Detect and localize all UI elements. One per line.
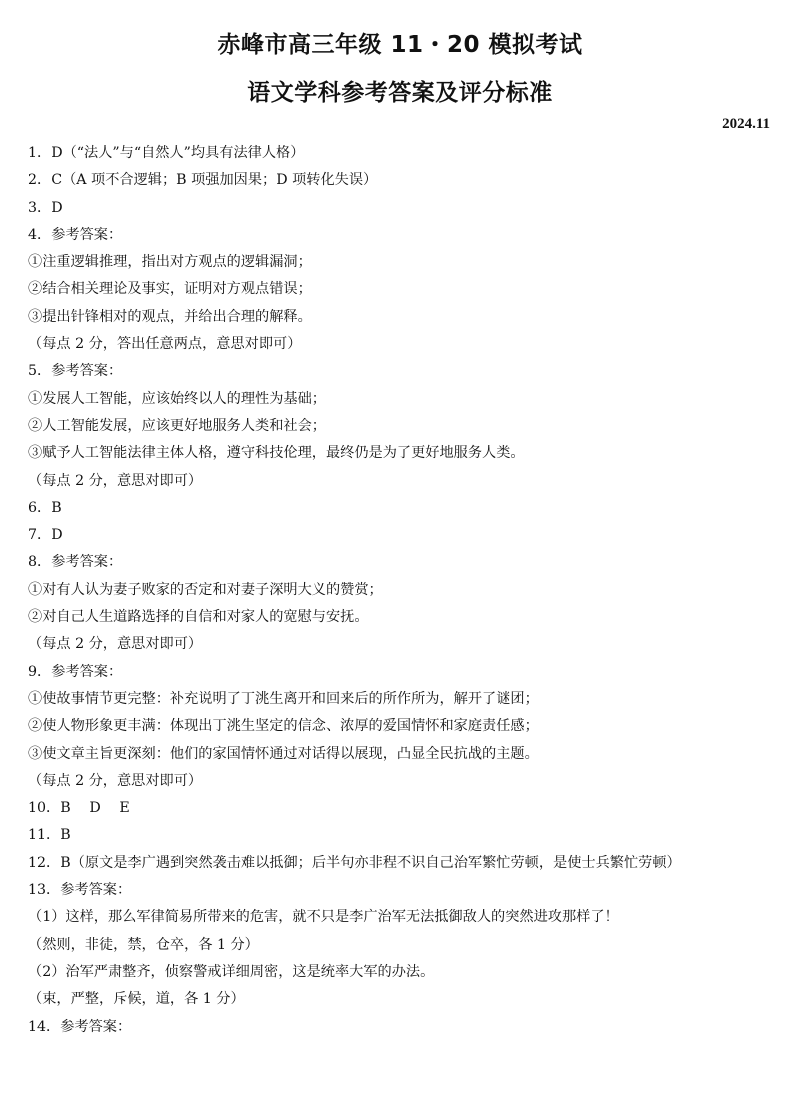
answer-line: ①发展人工智能，应该始终以人的理性为基础； — [28, 390, 326, 407]
document-subtitle: 语文学科参考答案及评分标准 — [247, 80, 553, 106]
answer-line: （1）这样，那么军律简易所带来的危害，就不只是李广治军无法抵御敌人的突然进攻那样了！ — [28, 909, 619, 926]
answer-line: （然则，非徒，禁，仓卒，各 1 分） — [28, 936, 259, 953]
answer-line: 13．参考答案： — [28, 882, 132, 899]
answer-line: ②人工智能发展，应该更好地服务人类和社会； — [28, 417, 326, 434]
answer-line: 9．参考答案： — [28, 663, 123, 680]
answer-line: 11．B — [28, 827, 71, 844]
answer-line: ③提出针锋相对的观点，并给出合理的解释。 — [28, 308, 312, 325]
answer-line: 1．D（“法人”与“自然人”均具有法律人格） — [28, 145, 305, 161]
answer-list — [28, 140, 788, 1041]
answer-line: 6．B — [28, 499, 62, 516]
answer-line: ①使故事情节更完整：补充说明了丁洮生离开和回来后的所作所为，解开了谜团； — [28, 690, 539, 707]
document-title: 赤峰市高三年级 11・20 模拟考试 — [217, 32, 583, 58]
answer-line: ③使文章主旨更深刻：他们的家国情怀通过对话得以展现，凸显全民抗战的主题。 — [28, 745, 539, 762]
answer-line: （每点 2 分，答出任意两点，意思对即可） — [28, 336, 302, 353]
answer-line: （每点 2 分，意思对即可） — [28, 772, 203, 789]
answer-line: 14．参考答案： — [28, 1018, 132, 1035]
answer-line: 7．D — [28, 527, 63, 544]
answer-line: 5．参考答案： — [28, 363, 123, 380]
answer-line: 12．B（原文是李广遇到突然袭击难以抵御；后半句亦非程不识自己治军繁忙劳顿，是使士兵繁忙劳顿） — [28, 854, 681, 871]
answer-line: （束，严整，斥候，道，各 1 分） — [28, 991, 245, 1008]
answer-line: ②结合相关理论及事实，证明对方观点错误； — [28, 281, 312, 298]
answer-line: ③赋予人工智能法律主体人格，遵守科技伦理，最终仍是为了更好地服务人类。 — [28, 445, 525, 462]
answer-line: （2）治军严肃整齐，侦察警戒详细周密，这是统率大军的办法。 — [28, 963, 435, 980]
answer-line: ①对有人认为妻子败家的否定和对妻子深明大义的赞赏； — [28, 581, 383, 598]
answer-line: 2．C（A 项不合逻辑；B 项强加因果；D 项转化失误） — [28, 172, 378, 189]
answer-line: ①注重逻辑推理，指出对方观点的逻辑漏洞； — [28, 254, 312, 271]
answer-line: ②对自己人生道路选择的自信和对家人的宽慰与安抚。 — [28, 609, 369, 626]
answer-line: （每点 2 分，意思对即可） — [28, 472, 203, 489]
document-date: 2024.11 — [722, 116, 770, 132]
answer-line: 4．参考答案： — [28, 226, 123, 243]
answer-line: 3．D — [28, 199, 63, 216]
answer-line: ②使人物形象更丰满：体现出丁洮生坚定的信念、浓厚的爱国情怀和家庭责任感； — [28, 718, 539, 735]
answer-line: 10．B D E — [28, 800, 130, 817]
answer-line: （每点 2 分，意思对即可） — [28, 636, 203, 653]
answer-line: 8．参考答案： — [28, 554, 123, 571]
